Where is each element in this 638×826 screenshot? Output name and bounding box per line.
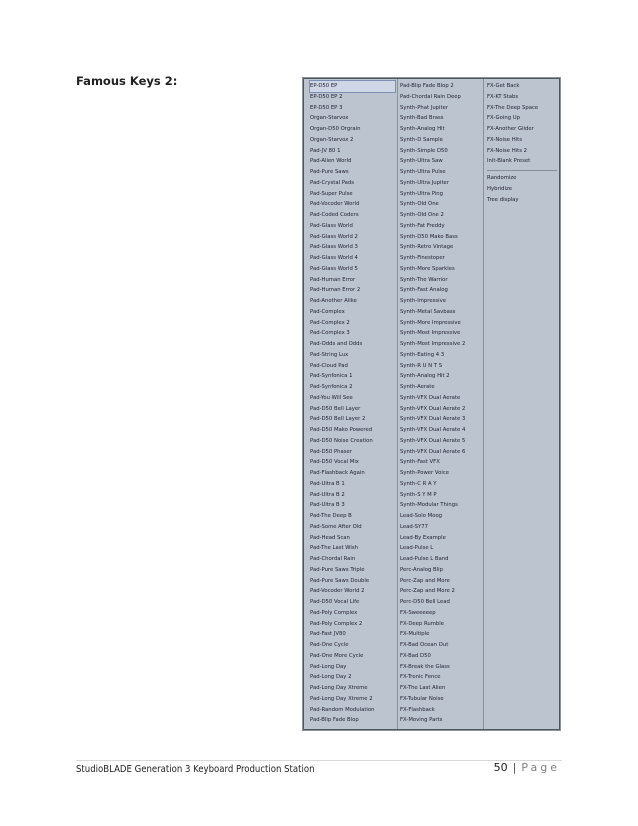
preset-menu-item[interactable]: Synth-VFX Dual Aerate bbox=[400, 394, 461, 401]
preset-menu-item[interactable]: Perc-Analog Blip bbox=[400, 566, 443, 573]
preset-menu-item[interactable]: Pad-Super Pulse bbox=[310, 190, 353, 197]
preset-menu-item[interactable]: Pad-Pure Saws Triple bbox=[310, 566, 365, 573]
preset-menu-item[interactable]: Pad-Glass World 3 bbox=[310, 244, 358, 251]
page-label: Page bbox=[521, 761, 560, 774]
preset-menu-item[interactable]: FX-Flashback bbox=[400, 706, 435, 713]
page-number: 50 bbox=[493, 761, 508, 774]
preset-menu-item[interactable]: FX-Tronic Fence bbox=[400, 674, 441, 681]
preset-menu-item[interactable]: Synth-Ultra Pulse bbox=[400, 169, 446, 175]
footer-title: StudioBLADE Generation 3 Keyboard Production Station bbox=[76, 764, 315, 775]
preset-menu-item[interactable]: FX-Sweeeeep bbox=[400, 609, 436, 616]
preset-menu-item[interactable]: Pad-You Will See bbox=[310, 394, 353, 401]
preset-menu-item[interactable]: Pad-Ultra B 3 bbox=[310, 502, 345, 509]
page-footer bbox=[494, 761, 560, 774]
preset-column-2 bbox=[400, 81, 480, 726]
preset-menu-item[interactable]: Pad-D50 Mako Powered bbox=[310, 427, 373, 433]
preset-menu-item[interactable]: Pad-The Deep B bbox=[310, 513, 352, 519]
preset-menu-item[interactable]: Pad-D50 Bell Layer bbox=[310, 405, 361, 412]
preset-menu-item[interactable]: Synth-Fat Freddy bbox=[400, 222, 445, 229]
preset-menu-item[interactable]: Pad-Vocoder World bbox=[310, 201, 360, 208]
preset-menu-item[interactable]: Synth-More Impressive bbox=[400, 319, 461, 326]
preset-menu-item[interactable]: Synth-VFX Dual Aerate 3 bbox=[400, 416, 466, 423]
preset-menu-item[interactable]: Tree display bbox=[487, 196, 519, 203]
preset-menu-item[interactable]: FX-Bad D50 bbox=[400, 652, 431, 659]
preset-menu-item[interactable]: Pad-Synfonica 1 bbox=[310, 373, 353, 380]
preset-menu-item[interactable]: FX-Noise Hits 2 bbox=[487, 147, 528, 154]
preset-menu-item[interactable]: Pad-Complex 3 bbox=[310, 330, 350, 337]
preset-menu-item[interactable]: FX-Multiple bbox=[400, 631, 430, 638]
preset-menu-item[interactable]: Pad-D50 Noise Creation bbox=[310, 437, 373, 444]
preset-menu-item[interactable]: Lead-Pulse L bbox=[400, 545, 434, 552]
preset-menu-item[interactable]: Pad-D50 Vocal Life bbox=[310, 599, 360, 605]
preset-menu-item[interactable]: Randomize bbox=[487, 175, 517, 181]
preset-menu-item[interactable]: Synth-Bad Brass bbox=[400, 115, 444, 122]
preset-menu-item[interactable]: Pad-D50 Phaser bbox=[310, 448, 352, 455]
preset-menu-item[interactable]: Pad-Human Error bbox=[310, 276, 356, 283]
preset-menu-item[interactable]: Perc-Zap and More 2 bbox=[400, 588, 455, 595]
preset-menu-item[interactable]: Synth-Analog Hit 2 bbox=[400, 373, 450, 380]
preset-menu-item[interactable]: Perc-Zap and More bbox=[400, 577, 450, 584]
preset-menu-item[interactable]: Pad-Pure Saws bbox=[310, 169, 349, 175]
preset-menu-item[interactable]: Organ-D50 Orgrain bbox=[310, 126, 361, 132]
preset-menu-item[interactable]: Synth-S Y M P bbox=[400, 491, 437, 498]
column-divider bbox=[397, 79, 398, 729]
preset-menu-item[interactable]: Synth-Ultra Ping bbox=[400, 190, 444, 197]
preset-menu-item[interactable]: FX-Tubular Noise bbox=[400, 695, 444, 702]
preset-menu-item[interactable]: Synth-Ultra Jupiter bbox=[400, 179, 449, 186]
preset-menu-item[interactable]: Synth-Analog Hit bbox=[400, 126, 445, 132]
preset-menu-item[interactable]: FX-Deep Rumble bbox=[400, 620, 445, 627]
preset-menu-item[interactable]: Pad-Synfonica 2 bbox=[310, 384, 353, 390]
preset-menu-item[interactable]: Pad-Human Error 2 bbox=[310, 287, 361, 294]
preset-menu-item[interactable]: Pad-Long Day Xtreme 2 bbox=[310, 695, 373, 702]
preset-menu-item[interactable]: Synth-Modular Things bbox=[400, 502, 458, 509]
preset-menu-item[interactable]: Pad-Long Day Xtreme bbox=[310, 685, 368, 691]
preset-menu-item[interactable]: Pad-D50 Bell Layer 2 bbox=[310, 416, 366, 423]
preset-menu-item[interactable]: Synth-Fast VFX bbox=[400, 459, 440, 466]
preset-menu-item[interactable]: Pad-Complex bbox=[310, 308, 345, 315]
preset-menu-item[interactable]: Synth-Most Impressive 2 bbox=[400, 341, 466, 347]
preset-menu-item[interactable]: Lead-By Example bbox=[400, 534, 446, 541]
preset-menu-item[interactable]: FX-The Last Alien bbox=[400, 685, 446, 691]
preset-menu-item[interactable]: Organ-Starvox 2 bbox=[310, 136, 354, 143]
preset-menu-item[interactable]: Pad-Ultra B 2 bbox=[310, 491, 345, 498]
preset-menu-item[interactable]: Synth-Old One 2 bbox=[400, 212, 444, 218]
preset-menu-item[interactable]: Synth-Fast Analog bbox=[400, 287, 448, 294]
preset-menu-item[interactable]: Synth-Most Impressive bbox=[400, 330, 461, 337]
preset-menu-item[interactable]: Synth-Aerate bbox=[400, 384, 435, 390]
preset-menu-item[interactable]: EP-D50 EP bbox=[310, 81, 395, 92]
preset-menu-item[interactable]: Pad-Vocoder World 2 bbox=[310, 588, 365, 595]
page-separator: | bbox=[512, 761, 517, 774]
preset-menu-item[interactable]: Lead-Solo Moog bbox=[400, 513, 443, 519]
preset-menu-item[interactable]: Organ-Starvox bbox=[310, 115, 349, 122]
preset-menu-item[interactable]: FX-Bad Ocean Out bbox=[400, 642, 449, 648]
preset-menu-item[interactable]: Synth-R U N T S bbox=[400, 362, 443, 369]
preset-menu-item[interactable]: Synth-Eating 4 3 bbox=[400, 351, 445, 358]
preset-menu-item[interactable]: Pad-Poly Complex bbox=[310, 609, 358, 616]
preset-menu-item[interactable]: Pad-The Last Wish bbox=[310, 545, 358, 552]
preset-menu-item[interactable]: Synth-D50 Mako Bass bbox=[400, 233, 458, 240]
preset-menu-item[interactable]: Pad-Blip Fade Blop 2 bbox=[400, 83, 454, 89]
preset-menu-item[interactable]: Synth-Old One bbox=[400, 201, 439, 208]
preset-menu-item[interactable]: Lead-SY77 bbox=[400, 523, 428, 530]
preset-menu-item[interactable]: Pad-Random Modulation bbox=[310, 706, 375, 713]
preset-menu-item[interactable]: Synth-Phat Jupiter bbox=[400, 104, 449, 111]
preset-menu-item[interactable]: Synth-D Sample bbox=[400, 136, 443, 143]
preset-menu-item[interactable]: Pad-String Lux bbox=[310, 351, 349, 358]
preset-menu-item[interactable]: Synth-VFX Dual Aerate 2 bbox=[400, 405, 466, 412]
preset-menu-item[interactable]: Synth-Ultra Saw bbox=[400, 158, 443, 165]
preset-menu-item[interactable]: FX-Going Up bbox=[487, 115, 520, 122]
preset-menu-item[interactable]: Pad-Ultra B 1 bbox=[310, 480, 345, 487]
preset-menu-item[interactable]: Pad-One Cycle bbox=[310, 642, 349, 648]
preset-menu-item[interactable]: Lead-Pulse L Band bbox=[400, 556, 449, 562]
preset-menu-item[interactable]: Pad-Alien World bbox=[310, 158, 352, 165]
preset-menu-item[interactable]: FX-KT Stabs bbox=[487, 93, 519, 100]
section-heading: Famous Keys 2: bbox=[76, 74, 178, 88]
preset-menu-item[interactable]: Synth-Retro Vintage bbox=[400, 244, 454, 251]
menu-separator bbox=[487, 170, 557, 171]
preset-menu-item[interactable]: Pad-Pure Saws Double bbox=[310, 577, 370, 584]
preset-menu-item[interactable]: Synth-VFX Dual Aerate 4 bbox=[400, 427, 466, 433]
preset-menu-item[interactable]: Pad-Chordal Rain Deep bbox=[400, 93, 461, 100]
preset-menu-item[interactable]: Pad-Chordal Rain bbox=[310, 556, 356, 562]
preset-menu-item[interactable]: Pad-Fast JV80 bbox=[310, 631, 346, 638]
column-divider bbox=[483, 79, 484, 729]
preset-menu-item[interactable]: Pad-Cloud Pad bbox=[310, 362, 348, 369]
preset-menu-item[interactable]: Pad-Flashback Again bbox=[310, 470, 365, 476]
preset-menu-item[interactable]: Synth-Simple D50 bbox=[400, 147, 448, 154]
preset-menu-item[interactable]: Pad-Some After Old bbox=[310, 523, 362, 530]
footer-rule bbox=[76, 760, 562, 761]
preset-menu-item[interactable]: Pad-Head Scan bbox=[310, 534, 350, 541]
preset-menu-item[interactable]: Pad-Poly Complex 2 bbox=[310, 620, 363, 627]
preset-menu-item[interactable]: Init-Blank Preset bbox=[487, 158, 531, 165]
preset-menu-item[interactable]: Pad-Long Day bbox=[310, 663, 347, 670]
preset-menu-item[interactable]: Pad-Crystal Pads bbox=[310, 179, 355, 186]
preset-menu-item[interactable]: Synth-Metal Savbass bbox=[400, 308, 456, 315]
preset-column-1 bbox=[310, 81, 395, 726]
preset-menu-item[interactable]: Pad-Odds and Odds bbox=[310, 341, 363, 347]
preset-menu-item[interactable]: Pad-Glass World 5 bbox=[310, 265, 358, 272]
preset-menu-item[interactable]: FX-The Deep Space bbox=[487, 104, 539, 111]
preset-menu-item[interactable]: Synth-VFX Dual Aerate 5 bbox=[400, 437, 466, 444]
preset-menu-item[interactable]: Pad-Coded Coders bbox=[310, 212, 359, 218]
preset-menu-item[interactable]: Synth-Finestoper bbox=[400, 255, 445, 261]
preset-menu-item[interactable]: Pad-Glass World 4 bbox=[310, 255, 358, 261]
preset-menu-item[interactable]: Pad-Glass World 2 bbox=[310, 233, 358, 240]
preset-menu-item[interactable]: Hybridize bbox=[487, 185, 513, 192]
preset-menu-item[interactable]: FX-Moving Parts bbox=[400, 717, 443, 724]
preset-menu-item[interactable]: Synth-Impressive bbox=[400, 298, 446, 304]
preset-menu-item[interactable]: Pad-Blip Fade Blop bbox=[310, 717, 359, 724]
preset-menu-item[interactable]: Pad-Long Day 2 bbox=[310, 674, 352, 681]
preset-menu-item[interactable]: FX-Another Glider bbox=[487, 126, 534, 132]
preset-menu-item[interactable]: Pad-Another Alike bbox=[310, 298, 357, 304]
preset-menu-item[interactable]: Pad-Complex 2 bbox=[310, 319, 350, 326]
preset-menu-item[interactable]: Synth-C R A Y bbox=[400, 480, 437, 487]
preset-menu-item[interactable]: Pad-One More Cycle bbox=[310, 652, 364, 659]
preset-menu-item[interactable]: Pad-JV 80 1 bbox=[310, 147, 341, 154]
preset-menu-item[interactable]: FX-Noise Hits bbox=[487, 136, 522, 143]
preset-menu-item[interactable]: Perc-D50 Bell Lead bbox=[400, 599, 450, 605]
preset-menu-item[interactable]: FX-Get Back bbox=[487, 83, 520, 89]
preset-menu-item[interactable]: Synth-More Sparkles bbox=[400, 265, 455, 272]
preset-menu-item[interactable]: EP-D50 EP 2 bbox=[310, 93, 343, 100]
preset-menu-item[interactable]: FX-Break the Glass bbox=[400, 663, 450, 670]
preset-column-3 bbox=[487, 81, 557, 205]
preset-menu-item[interactable]: Pad-D50 Vocal Mix bbox=[310, 459, 359, 466]
preset-menu-item[interactable]: Synth-Power Voice bbox=[400, 470, 449, 476]
preset-menu bbox=[303, 78, 560, 730]
preset-menu-item[interactable]: Synth-The Warrior bbox=[400, 276, 448, 283]
preset-menu-item[interactable]: Synth-VFX Dual Aerate 6 bbox=[400, 448, 466, 455]
preset-menu-item[interactable]: EP-D50 EP 3 bbox=[310, 104, 343, 111]
preset-menu-item[interactable]: Pad-Glass World bbox=[310, 222, 353, 229]
